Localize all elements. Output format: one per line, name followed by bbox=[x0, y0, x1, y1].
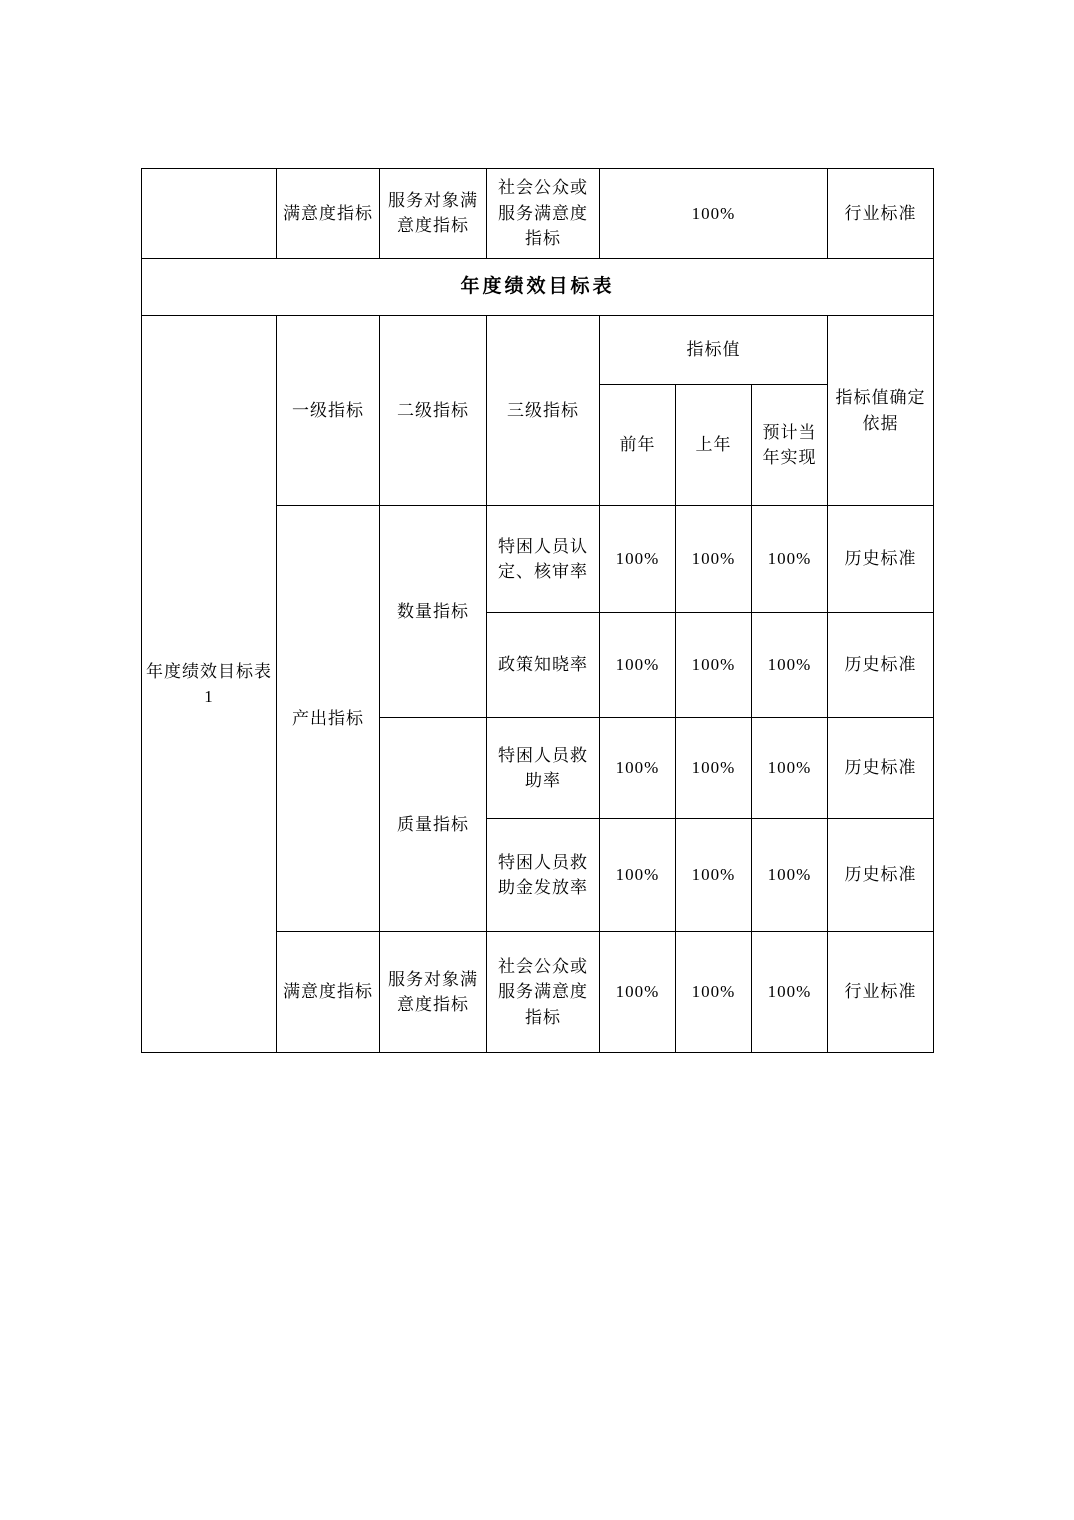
cell-level2-quantity: 数量指标 bbox=[380, 506, 487, 718]
cell-level3: 特困人员救助率 bbox=[487, 718, 600, 819]
cell-top-level2: 服务对象满意度指标 bbox=[380, 169, 487, 259]
cell-value-current: 100% bbox=[752, 932, 828, 1053]
cell-value-prev2: 100% bbox=[600, 506, 676, 613]
cell-value-prev1: 100% bbox=[676, 819, 752, 932]
cell-value-current: 100% bbox=[752, 613, 828, 718]
cell-value-prev2: 100% bbox=[600, 718, 676, 819]
cell-value-current: 100% bbox=[752, 718, 828, 819]
cell-top-level1: 满意度指标 bbox=[277, 169, 380, 259]
cell-value-prev2: 100% bbox=[600, 613, 676, 718]
header-basis: 指标值确定依据 bbox=[828, 316, 934, 506]
cell-value-prev2: 100% bbox=[600, 932, 676, 1053]
cell-row-label: 年度绩效目标表1 bbox=[142, 316, 277, 1053]
cell-empty bbox=[142, 169, 277, 259]
cell-level2-satisfaction: 服务对象满意度指标 bbox=[380, 932, 487, 1053]
cell-basis: 历史标准 bbox=[828, 506, 934, 613]
cell-value-current: 100% bbox=[752, 819, 828, 932]
header-value-prev1: 上年 bbox=[676, 385, 752, 506]
header-value-prev2: 前年 bbox=[600, 385, 676, 506]
header-value-group: 指标值 bbox=[600, 316, 828, 385]
cell-value-prev1: 100% bbox=[676, 613, 752, 718]
cell-value-prev1: 100% bbox=[676, 932, 752, 1053]
cell-value-prev2: 100% bbox=[600, 819, 676, 932]
header-value-current: 预计当年实现 bbox=[752, 385, 828, 506]
cell-basis: 历史标准 bbox=[828, 613, 934, 718]
table-header-row-1 bbox=[142, 316, 934, 385]
page-title: 年度绩效目标表 bbox=[142, 258, 934, 316]
cell-level3: 特困人员认定、核审率 bbox=[487, 506, 600, 613]
header-level1: 一级指标 bbox=[277, 316, 380, 506]
cell-basis: 历史标准 bbox=[828, 718, 934, 819]
cell-top-value: 100% bbox=[600, 169, 828, 259]
cell-level1-output: 产出指标 bbox=[277, 506, 380, 932]
cell-value-current: 100% bbox=[752, 506, 828, 613]
table-row-continuation bbox=[142, 169, 934, 259]
cell-basis: 历史标准 bbox=[828, 819, 934, 932]
cell-level1-satisfaction: 满意度指标 bbox=[277, 932, 380, 1053]
cell-value-prev1: 100% bbox=[676, 718, 752, 819]
cell-level3: 社会公众或服务满意度指标 bbox=[487, 932, 600, 1053]
cell-top-level3: 社会公众或服务满意度指标 bbox=[487, 169, 600, 259]
cell-basis: 行业标准 bbox=[828, 932, 934, 1053]
cell-level3: 政策知晓率 bbox=[487, 613, 600, 718]
header-level3: 三级指标 bbox=[487, 316, 600, 506]
cell-value-prev1: 100% bbox=[676, 506, 752, 613]
header-level2: 二级指标 bbox=[380, 316, 487, 506]
cell-top-basis: 行业标准 bbox=[828, 169, 934, 259]
performance-goal-table bbox=[141, 168, 934, 1053]
table-title-row bbox=[142, 258, 934, 316]
cell-level2-quality: 质量指标 bbox=[380, 718, 487, 932]
cell-level3: 特困人员救助金发放率 bbox=[487, 819, 600, 932]
